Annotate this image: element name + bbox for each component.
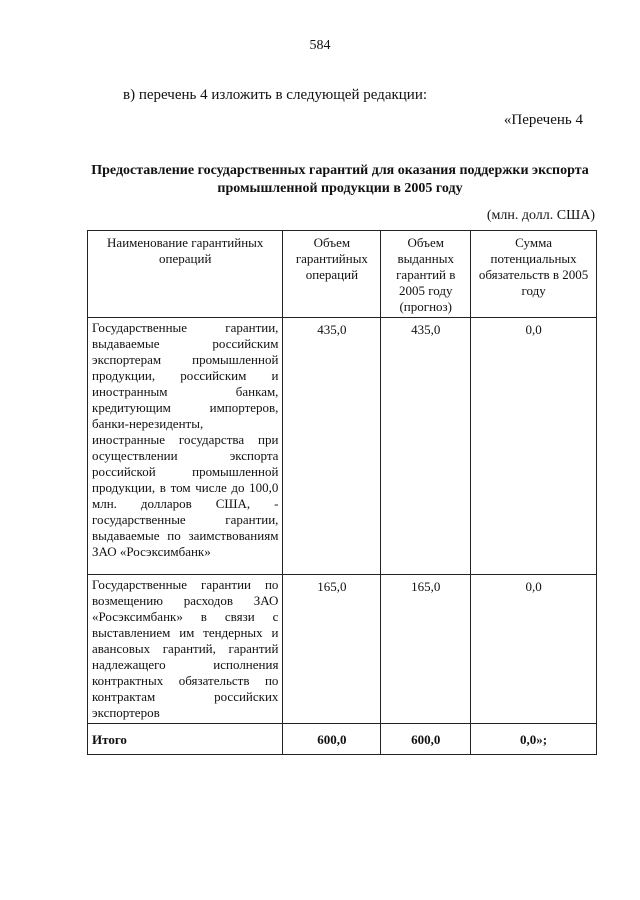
row-operations-volume: 435,0: [283, 318, 381, 575]
row-issued-volume: 165,0: [381, 575, 471, 724]
table-total-row: [88, 724, 597, 755]
row-operation-name: Государственные гарантии по возмещению расходов ЗАО «Росэксимбанк» в связи с выставлением им тендерных и авансовых гарантий, гарантий надлежащего исполнения контрактных обязательств по контрактам российских экспортеров: [88, 575, 283, 724]
intro-text: в) перечень 4 изложить в следующей редакции:: [123, 87, 428, 103]
page-number: 584: [309, 38, 331, 53]
row-potential-obligations: 0,0: [471, 575, 597, 724]
table-header-row: [88, 231, 597, 318]
row-issued-volume: 435,0: [381, 318, 471, 575]
header-issued-volume: Объем выданных гарантий в 2005 году (прогноз): [381, 231, 471, 318]
header-operations-volume: Объем гарантийных операций: [283, 231, 381, 318]
row-operation-name: Государственные гарантии, выдаваемые российским экспортерам промышленной продукции, российским и иностранным банкам, кредитующим импортеров, банки-нерезиденты, иностранные государства при осуществлении экспорта российской промышленной продукции, в том числе до 100,0 млн. долларов США, - государственные гарантии, выдаваемые по заимствованиям ЗАО «Росэксимбанк»: [88, 318, 283, 575]
header-operation-name: Наименование гарантийных операций: [88, 231, 283, 318]
title-line-1: Предоставление государственных гарантий для оказания поддержки экспорта: [91, 163, 589, 178]
total-label: Итого: [88, 724, 283, 755]
total-issued-volume: 600,0: [381, 724, 471, 755]
total-potential-obligations: 0,0»;: [471, 724, 597, 755]
table-row: [88, 575, 597, 724]
row-operations-volume: 165,0: [283, 575, 381, 724]
guarantees-table: [87, 230, 597, 755]
title-line-2: промышленной продукции в 2005 году: [217, 181, 463, 196]
header-potential-obligations: Сумма потенциальных обязательств в 2005 году: [471, 231, 597, 318]
units-label: (млн. долл. США): [486, 208, 595, 223]
list-label: «Перечень 4: [503, 112, 583, 128]
row-potential-obligations: 0,0: [471, 318, 597, 575]
total-operations-volume: 600,0: [283, 724, 381, 755]
table-row: [88, 318, 597, 575]
document-title: [80, 162, 600, 198]
